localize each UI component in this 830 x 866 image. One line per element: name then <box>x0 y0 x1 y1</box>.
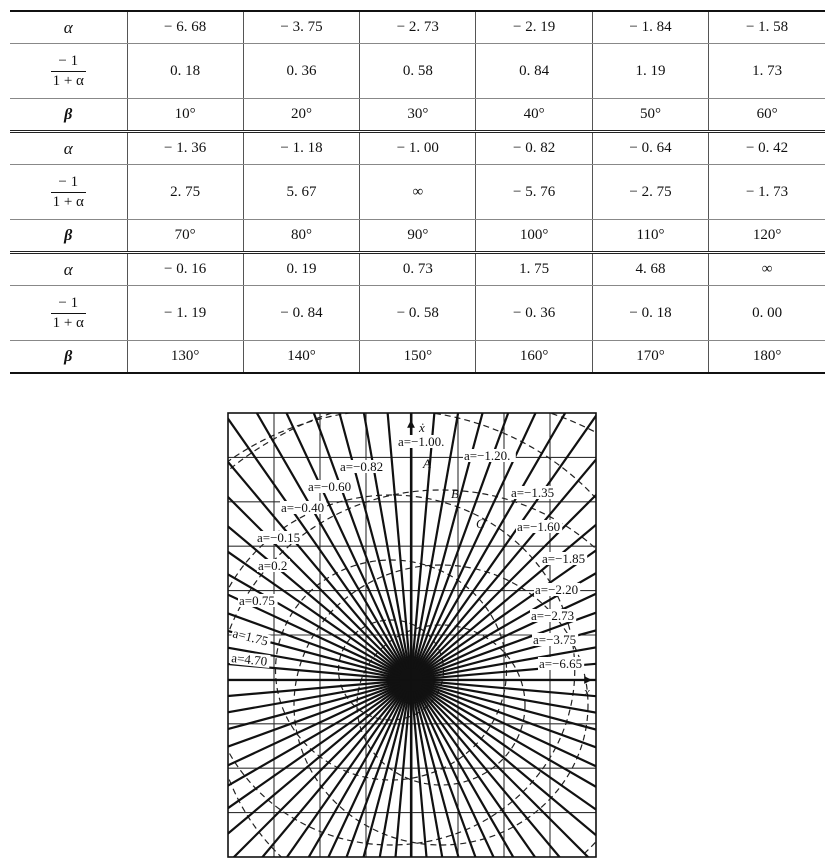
cell-beta: 90° <box>360 220 476 253</box>
cell-alpha: − 1. 58 <box>709 11 825 44</box>
cell-beta: 80° <box>243 220 359 253</box>
isocline-label: a=−0.82 <box>340 459 384 474</box>
isocline-line <box>0 185 830 866</box>
cell-beta: 30° <box>360 99 476 132</box>
cell-fraction: 0. 84 <box>476 44 592 99</box>
isocline-line <box>0 230 830 866</box>
cell-alpha: 4. 68 <box>592 253 708 286</box>
cell-fraction: − 5. 76 <box>476 165 592 220</box>
cell-fraction: − 0. 84 <box>243 286 359 341</box>
cell-fraction: 5. 67 <box>243 165 359 220</box>
cell-fraction: − 0. 18 <box>592 286 708 341</box>
trajectory-arcs <box>3 300 780 866</box>
isocline-label: a=−1.85 <box>542 551 586 566</box>
trajectory-arc <box>3 300 780 866</box>
isocline-label: a=−3.75 <box>533 632 577 647</box>
isocline-line <box>0 330 830 866</box>
xdot-axis-label: ẋ <box>419 420 425 435</box>
cell-fraction: 0. 36 <box>243 44 359 99</box>
cell-alpha: 1. 75 <box>476 253 592 286</box>
cell-beta: 60° <box>709 99 825 132</box>
cell-alpha: − 0. 42 <box>709 132 825 165</box>
isocline-line <box>0 230 830 866</box>
cell-alpha: − 1. 00 <box>360 132 476 165</box>
isocline-line <box>0 330 830 866</box>
cell-beta: 110° <box>592 220 708 253</box>
cell-beta: 70° <box>127 220 243 253</box>
cell-fraction: 2. 75 <box>127 165 243 220</box>
cell-alpha: − 2. 73 <box>360 11 476 44</box>
isocline-label: a=4.70 <box>230 650 268 669</box>
isocline-label: a=−2.20 <box>535 582 579 597</box>
cell-alpha: − 1. 84 <box>592 11 708 44</box>
cell-fraction: 0. 00 <box>709 286 825 341</box>
cell-alpha: − 1. 18 <box>243 132 359 165</box>
cell-alpha: − 6. 68 <box>127 11 243 44</box>
alpha-symbol: α <box>63 259 73 279</box>
fraction-label: $\frac{- 1}{1 + \alpha}$ <box>52 294 84 331</box>
fraction-label: $\frac{- 1}{1 + \alpha}$ <box>52 52 84 89</box>
cell-fraction: 1. 19 <box>592 44 708 99</box>
cell-fraction: − 2. 75 <box>592 165 708 220</box>
cell-beta: 160° <box>476 341 592 374</box>
cell-fraction: 1. 73 <box>709 44 825 99</box>
isocline-line <box>0 185 830 866</box>
beta-symbol: β <box>64 347 73 365</box>
cell-beta: 180° <box>709 341 825 374</box>
cell-alpha: − 2. 19 <box>476 11 592 44</box>
cell-fraction: − 1. 73 <box>709 165 825 220</box>
isocline-label: a=−1.35 <box>511 485 555 500</box>
cell-alpha: − 0. 82 <box>476 132 592 165</box>
isocline-label: a=−0.60 <box>308 479 352 494</box>
alpha-symbol: α <box>63 138 73 158</box>
cell-alpha: − 0. 64 <box>592 132 708 165</box>
cell-beta: 150° <box>360 341 476 374</box>
cell-beta: 20° <box>243 99 359 132</box>
cell-beta: 120° <box>709 220 825 253</box>
isocline-label: a=−1.00. <box>398 434 445 449</box>
cell-alpha: ∞ <box>709 253 825 286</box>
cell-beta: 10° <box>127 99 243 132</box>
cell-beta: 50° <box>592 99 708 132</box>
cell-beta: 40° <box>476 99 592 132</box>
isocline-label: a=−0.15 <box>257 530 301 545</box>
isocline-line <box>0 144 830 866</box>
x-axis-label: x <box>584 684 590 699</box>
point-label: B <box>451 486 459 501</box>
cell-alpha: 0. 19 <box>243 253 359 286</box>
cell-fraction: − 0. 36 <box>476 286 592 341</box>
isocline-label: a=0.75 <box>239 593 275 608</box>
isocline-label: a=−2.73 <box>531 608 575 623</box>
cell-alpha: − 0. 16 <box>127 253 243 286</box>
fraction-label: $\frac{- 1}{1 + \alpha}$ <box>52 173 84 210</box>
isocline-label: a=−1.20. <box>464 448 511 463</box>
cell-fraction: 0. 18 <box>127 44 243 99</box>
cell-beta: 130° <box>127 341 243 374</box>
point-label: A <box>423 456 431 471</box>
cell-alpha: − 3. 75 <box>243 11 359 44</box>
isocline-label: a=1.75 <box>231 625 270 649</box>
cell-fraction: − 0. 58 <box>360 286 476 341</box>
cell-alpha: − 1. 36 <box>127 132 243 165</box>
cell-fraction: 0. 58 <box>360 44 476 99</box>
isocline-line <box>0 144 830 866</box>
isocline-label: a=0.2 <box>258 558 288 573</box>
isocline-label: a=−6.65 <box>539 656 583 671</box>
cell-fraction: − 1. 19 <box>127 286 243 341</box>
cell-beta: 140° <box>243 341 359 374</box>
isocline-label: a=−1.60 <box>517 519 561 534</box>
alpha-symbol: α <box>63 17 73 37</box>
cell-beta: 100° <box>476 220 592 253</box>
cell-beta: 170° <box>592 341 708 374</box>
cell-alpha: 0. 73 <box>360 253 476 286</box>
beta-symbol: β <box>64 105 73 123</box>
point-label: C <box>476 516 485 531</box>
cell-fraction: ∞ <box>360 165 476 220</box>
beta-symbol: β <box>64 226 73 244</box>
isocline-label: a=−0.40 <box>281 500 325 515</box>
